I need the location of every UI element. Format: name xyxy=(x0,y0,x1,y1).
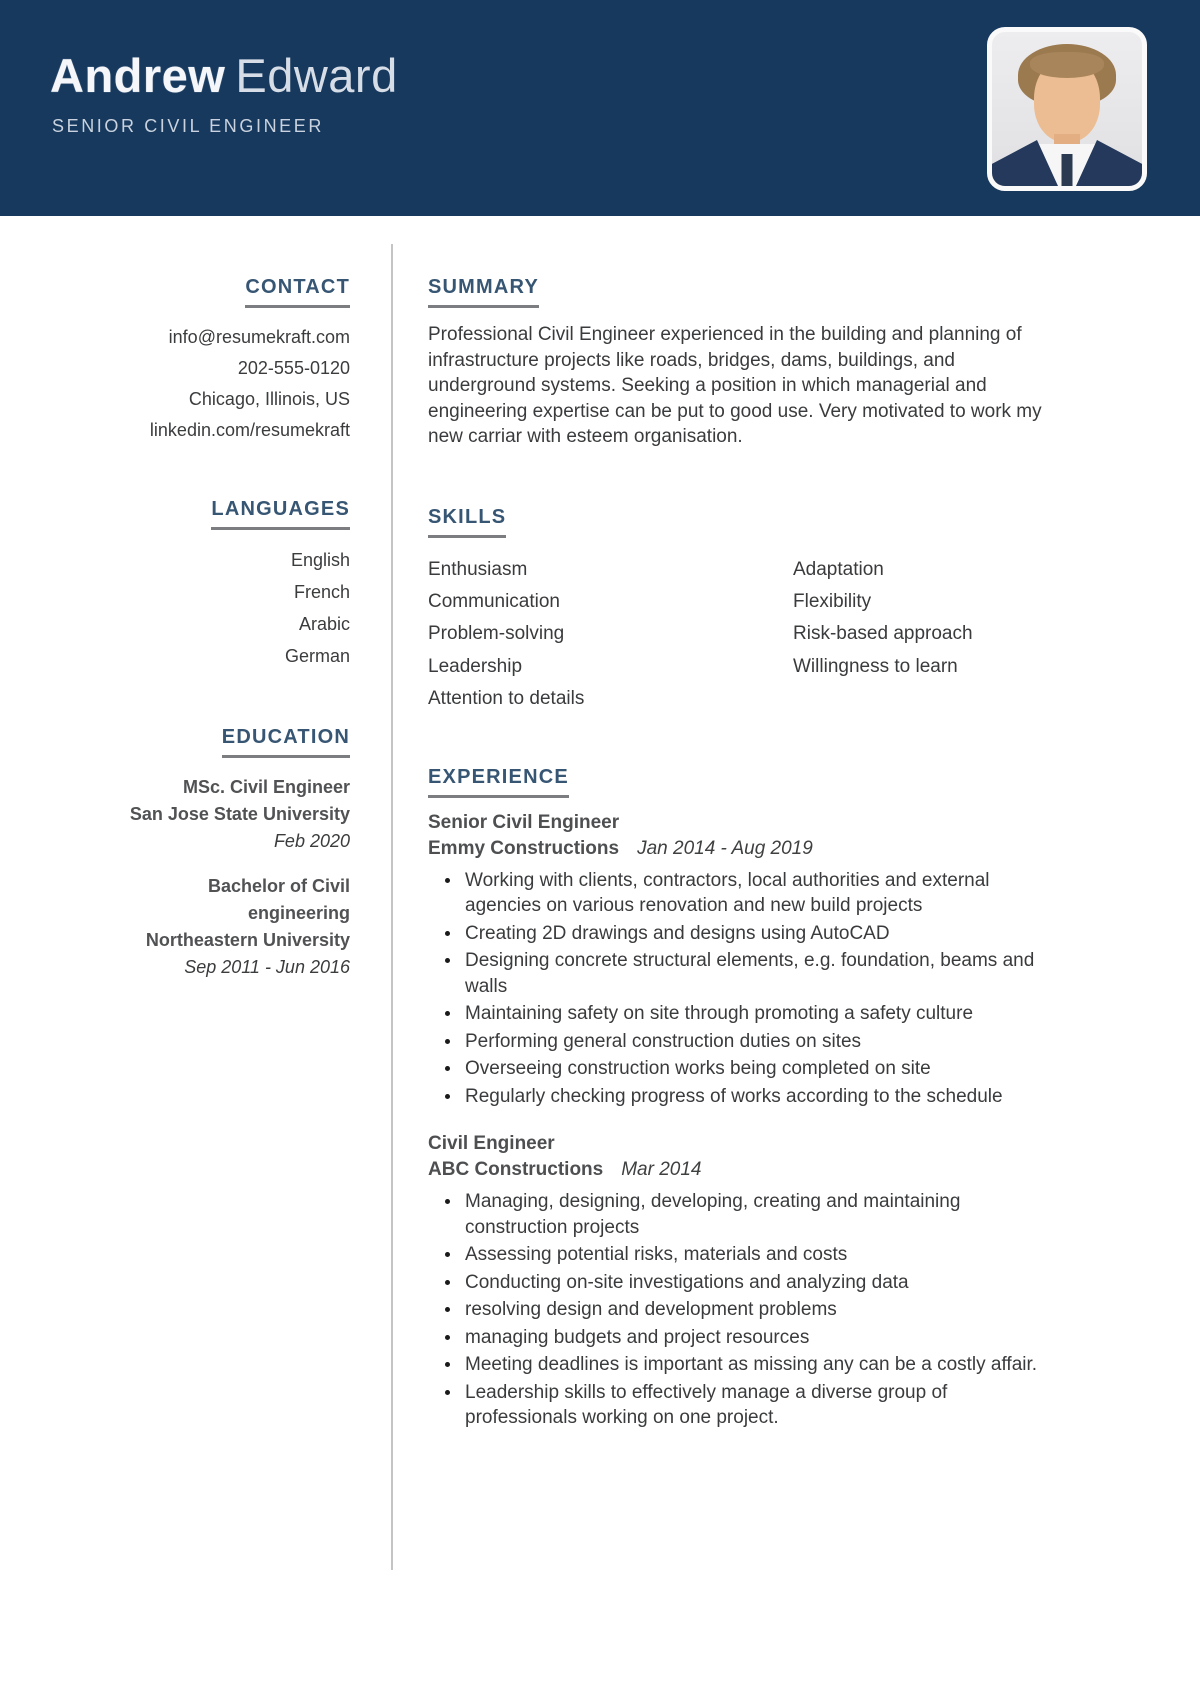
contact-email: info@resumekraft.com xyxy=(168,327,350,347)
first-name: Andrew xyxy=(50,49,226,102)
language-item: German xyxy=(284,646,350,666)
education-entry xyxy=(60,774,350,855)
job-meta xyxy=(428,836,1058,863)
skills-section xyxy=(428,506,1058,716)
job-bullet: • Regularly checking progress of works according to the schedule xyxy=(462,1084,1058,1110)
job-bullet-list xyxy=(428,868,1058,1110)
skill-item: Leadership xyxy=(428,655,523,677)
summary-section-title: SUMMARY xyxy=(428,276,539,308)
job-bullet: • Overseeing construction works being completed on site xyxy=(462,1056,1058,1082)
avatar-fringe xyxy=(1030,52,1104,78)
job-bullet: • Working with clients, contractors, local authorities and external agencies on various renovation and new build projects xyxy=(462,868,1058,919)
education-dates: Sep 2011 - Jun 2016 xyxy=(184,957,350,977)
job-bullet: • Conducting on-site investigations and analyzing data xyxy=(462,1270,1058,1296)
language-item: Arabic xyxy=(298,614,350,634)
languages-section xyxy=(60,498,350,672)
job-company: ABC Constructions xyxy=(428,1159,604,1181)
education-school: Northeastern University xyxy=(145,930,350,950)
education-degree: MSc. Civil Engineer xyxy=(182,777,350,797)
job-bullet: • Managing, designing, developing, creating and maintaining construction projects xyxy=(462,1189,1058,1240)
contact-section xyxy=(60,276,350,446)
experience-section xyxy=(428,766,1058,1431)
job-bullet: • Designing concrete structural elements, e.g. foundation, beams and walls xyxy=(462,948,1058,999)
last-name: Edward xyxy=(235,49,398,102)
job-company: Emmy Constructions xyxy=(428,837,620,859)
education-entry xyxy=(60,873,350,981)
education-dates: Feb 2020 xyxy=(273,831,350,851)
job-bullet: • Leadership skills to effectively manage a diverse group of professionals working on one project. xyxy=(462,1380,1058,1431)
person-name xyxy=(50,50,398,102)
skill-item: Risk-based approach xyxy=(793,623,973,645)
contact-section-title: CONTACT xyxy=(245,276,350,308)
education-degree: Bachelor of Civil engineering xyxy=(207,876,350,923)
job-bullet: • Meeting deadlines is important as missing any can be a costly affair. xyxy=(462,1352,1058,1378)
job-entry xyxy=(428,1131,1058,1431)
job-bullet: • Performing general construction duties on sites xyxy=(462,1029,1058,1055)
skills-column-left xyxy=(428,554,793,716)
job-bullet: • Assessing potential risks, materials and costs xyxy=(462,1242,1058,1268)
skills-section-title: SKILLS xyxy=(428,506,506,538)
summary-section xyxy=(428,276,1058,450)
job-bullet: • Maintaining safety on site through promoting a safety culture xyxy=(462,1001,1058,1027)
job-title: Senior Civil Engineer xyxy=(428,811,620,833)
education-section-title: EDUCATION xyxy=(222,726,350,758)
sidebar xyxy=(0,216,391,1433)
skill-item: Willingness to learn xyxy=(793,655,958,677)
content-area xyxy=(0,216,1200,1433)
contact-location: Chicago, Illinois, US xyxy=(188,389,350,409)
skill-item: Attention to details xyxy=(428,688,585,710)
job-bullet: • Creating 2D drawings and designs using AutoCAD xyxy=(462,921,1058,947)
main-column xyxy=(391,216,1200,1433)
summary-text: Professional Civil Engineer experienced in the building and planning of infrastructure projects like roads, bridges, dams, buildings, and underground systems. Seeking a position in which managerial and engineering expertise can be put to good use. Very motivated to work my new carriar with esteem organisation. xyxy=(428,324,1042,447)
profile-photo xyxy=(987,27,1147,191)
experience-section-title: EXPERIENCE xyxy=(428,766,569,798)
skill-item: Problem-solving xyxy=(428,623,565,645)
avatar-tie xyxy=(1062,154,1073,186)
job-meta xyxy=(428,1157,1058,1184)
education-section xyxy=(60,726,350,981)
skills-columns xyxy=(428,554,1058,716)
contact-list xyxy=(60,322,350,446)
person-job-title: SENIOR CIVIL ENGINEER xyxy=(52,116,324,136)
languages-section-title: LANGUAGES xyxy=(211,498,350,530)
language-item: French xyxy=(293,582,350,602)
vertical-divider xyxy=(391,244,393,1570)
job-bullet: • resolving design and development problems xyxy=(462,1297,1058,1323)
job-bullet-list xyxy=(428,1189,1058,1431)
job-title: Civil Engineer xyxy=(428,1133,555,1155)
skill-item: Adaptation xyxy=(793,558,884,580)
job-dates: Jan 2014 - Aug 2019 xyxy=(637,837,813,859)
skill-item: Communication xyxy=(428,590,560,612)
job-dates: Mar 2014 xyxy=(621,1159,702,1181)
contact-phone: 202-555-0120 xyxy=(237,358,350,378)
job-entry xyxy=(428,810,1058,1110)
education-school: San Jose State University xyxy=(129,804,350,824)
language-item: English xyxy=(290,550,350,570)
contact-linkedin: linkedin.com/resumekraft xyxy=(149,420,350,440)
skill-item: Flexibility xyxy=(793,590,872,612)
header-banner xyxy=(0,0,1200,216)
languages-list xyxy=(60,544,350,672)
skills-column-right xyxy=(793,554,973,716)
job-bullet: • managing budgets and project resources xyxy=(462,1325,1058,1351)
skill-item: Enthusiasm xyxy=(428,558,528,580)
